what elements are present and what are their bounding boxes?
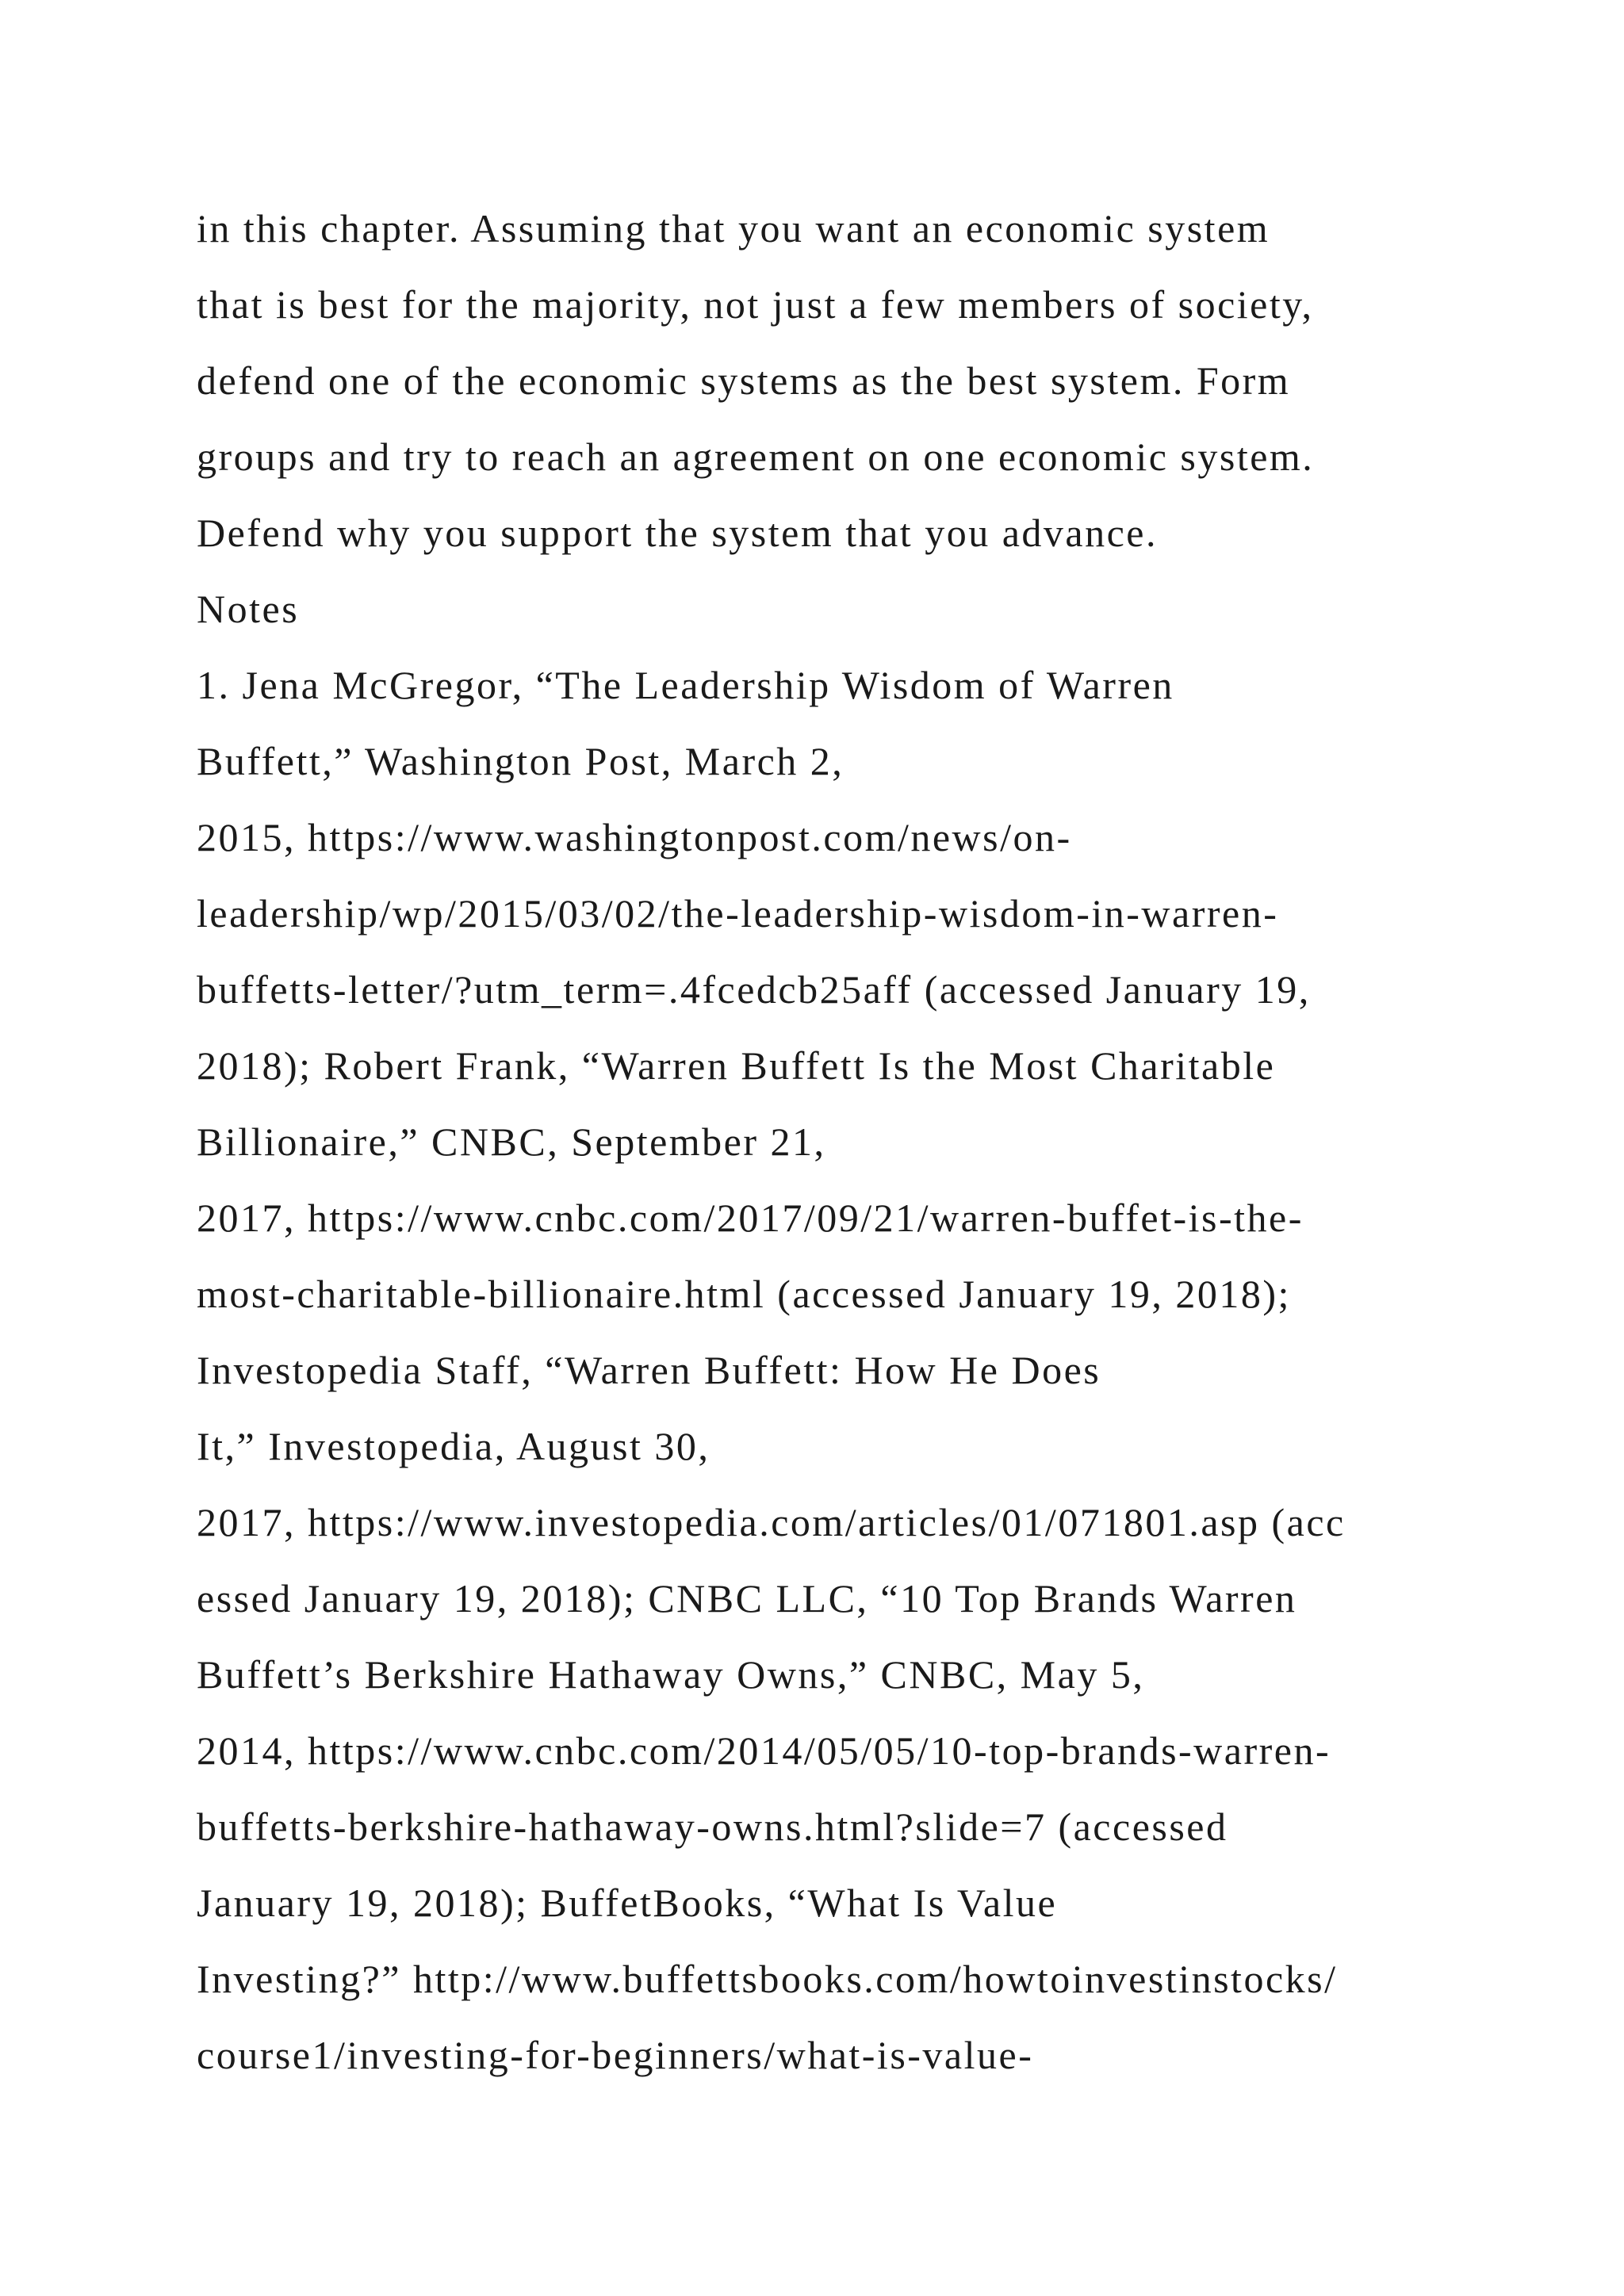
body-line: defend one of the economic systems as the best system. Form	[197, 358, 1291, 403]
note-line: 2014, https://www.cnbc.com/2014/05/05/10-top-brands-warren-	[197, 1728, 1331, 1773]
note-line: essed January 19, 2018); CNBC LLC, “10 Top Brands Warren	[197, 1576, 1297, 1621]
note-line: 2018); Robert Frank, “Warren Buffett Is the Most Charitable	[197, 1043, 1276, 1088]
note-line: 2017, https://www.investopedia.com/articles/01/071801.asp (acc	[197, 1500, 1346, 1544]
note-line: buffetts-berkshire-hathaway-owns.html?slide=7 (accessed	[197, 1804, 1228, 1849]
note-line: Investopedia Staff, “Warren Buffett: How He Does	[197, 1348, 1101, 1392]
note-line: Buffett’s Berkshire Hathaway Owns,” CNBC, May 5,	[197, 1652, 1145, 1697]
note-line: leadership/wp/2015/03/02/the-leadership-wisdom-in-warren-	[197, 891, 1279, 936]
note-line: Investing?” http://www.buffettsbooks.com/howtoinvestinstocks/	[197, 1957, 1338, 2001]
note-line: It,” Investopedia, August 30,	[197, 1424, 710, 1468]
note-line: 1. Jena McGregor, “The Leadership Wisdom of Warren	[197, 663, 1174, 707]
note-line: January 19, 2018); BuffetBooks, “What Is Value	[197, 1881, 1058, 1925]
body-line: groups and try to reach an agreement on one economic system.	[197, 434, 1315, 479]
notes-heading: Notes	[197, 587, 300, 631]
body-line: in this chapter. Assuming that you want an economic system	[197, 206, 1270, 251]
note-line: course1/investing-for-beginners/what-is-value-	[197, 2033, 1034, 2077]
body-line: that is best for the majority, not just a few members of society,	[197, 282, 1314, 327]
body-line: Defend why you support the system that you advance.	[197, 511, 1158, 555]
note-line: Billionaire,” CNBC, September 21,	[197, 1119, 826, 1164]
document-text-block	[197, 190, 1481, 2093]
note-line: most-charitable-billionaire.html (accessed January 19, 2018);	[197, 1272, 1291, 1316]
note-line: Buffett,” Washington Post, March 2,	[197, 739, 845, 783]
note-line: 2017, https://www.cnbc.com/2017/09/21/warren-buffet-is-the-	[197, 1196, 1304, 1240]
note-line: 2015, https://www.washingtonpost.com/news/on-	[197, 815, 1072, 859]
note-line: buffetts-letter/?utm_term=.4fcedcb25aff (accessed January 19,	[197, 967, 1311, 1012]
